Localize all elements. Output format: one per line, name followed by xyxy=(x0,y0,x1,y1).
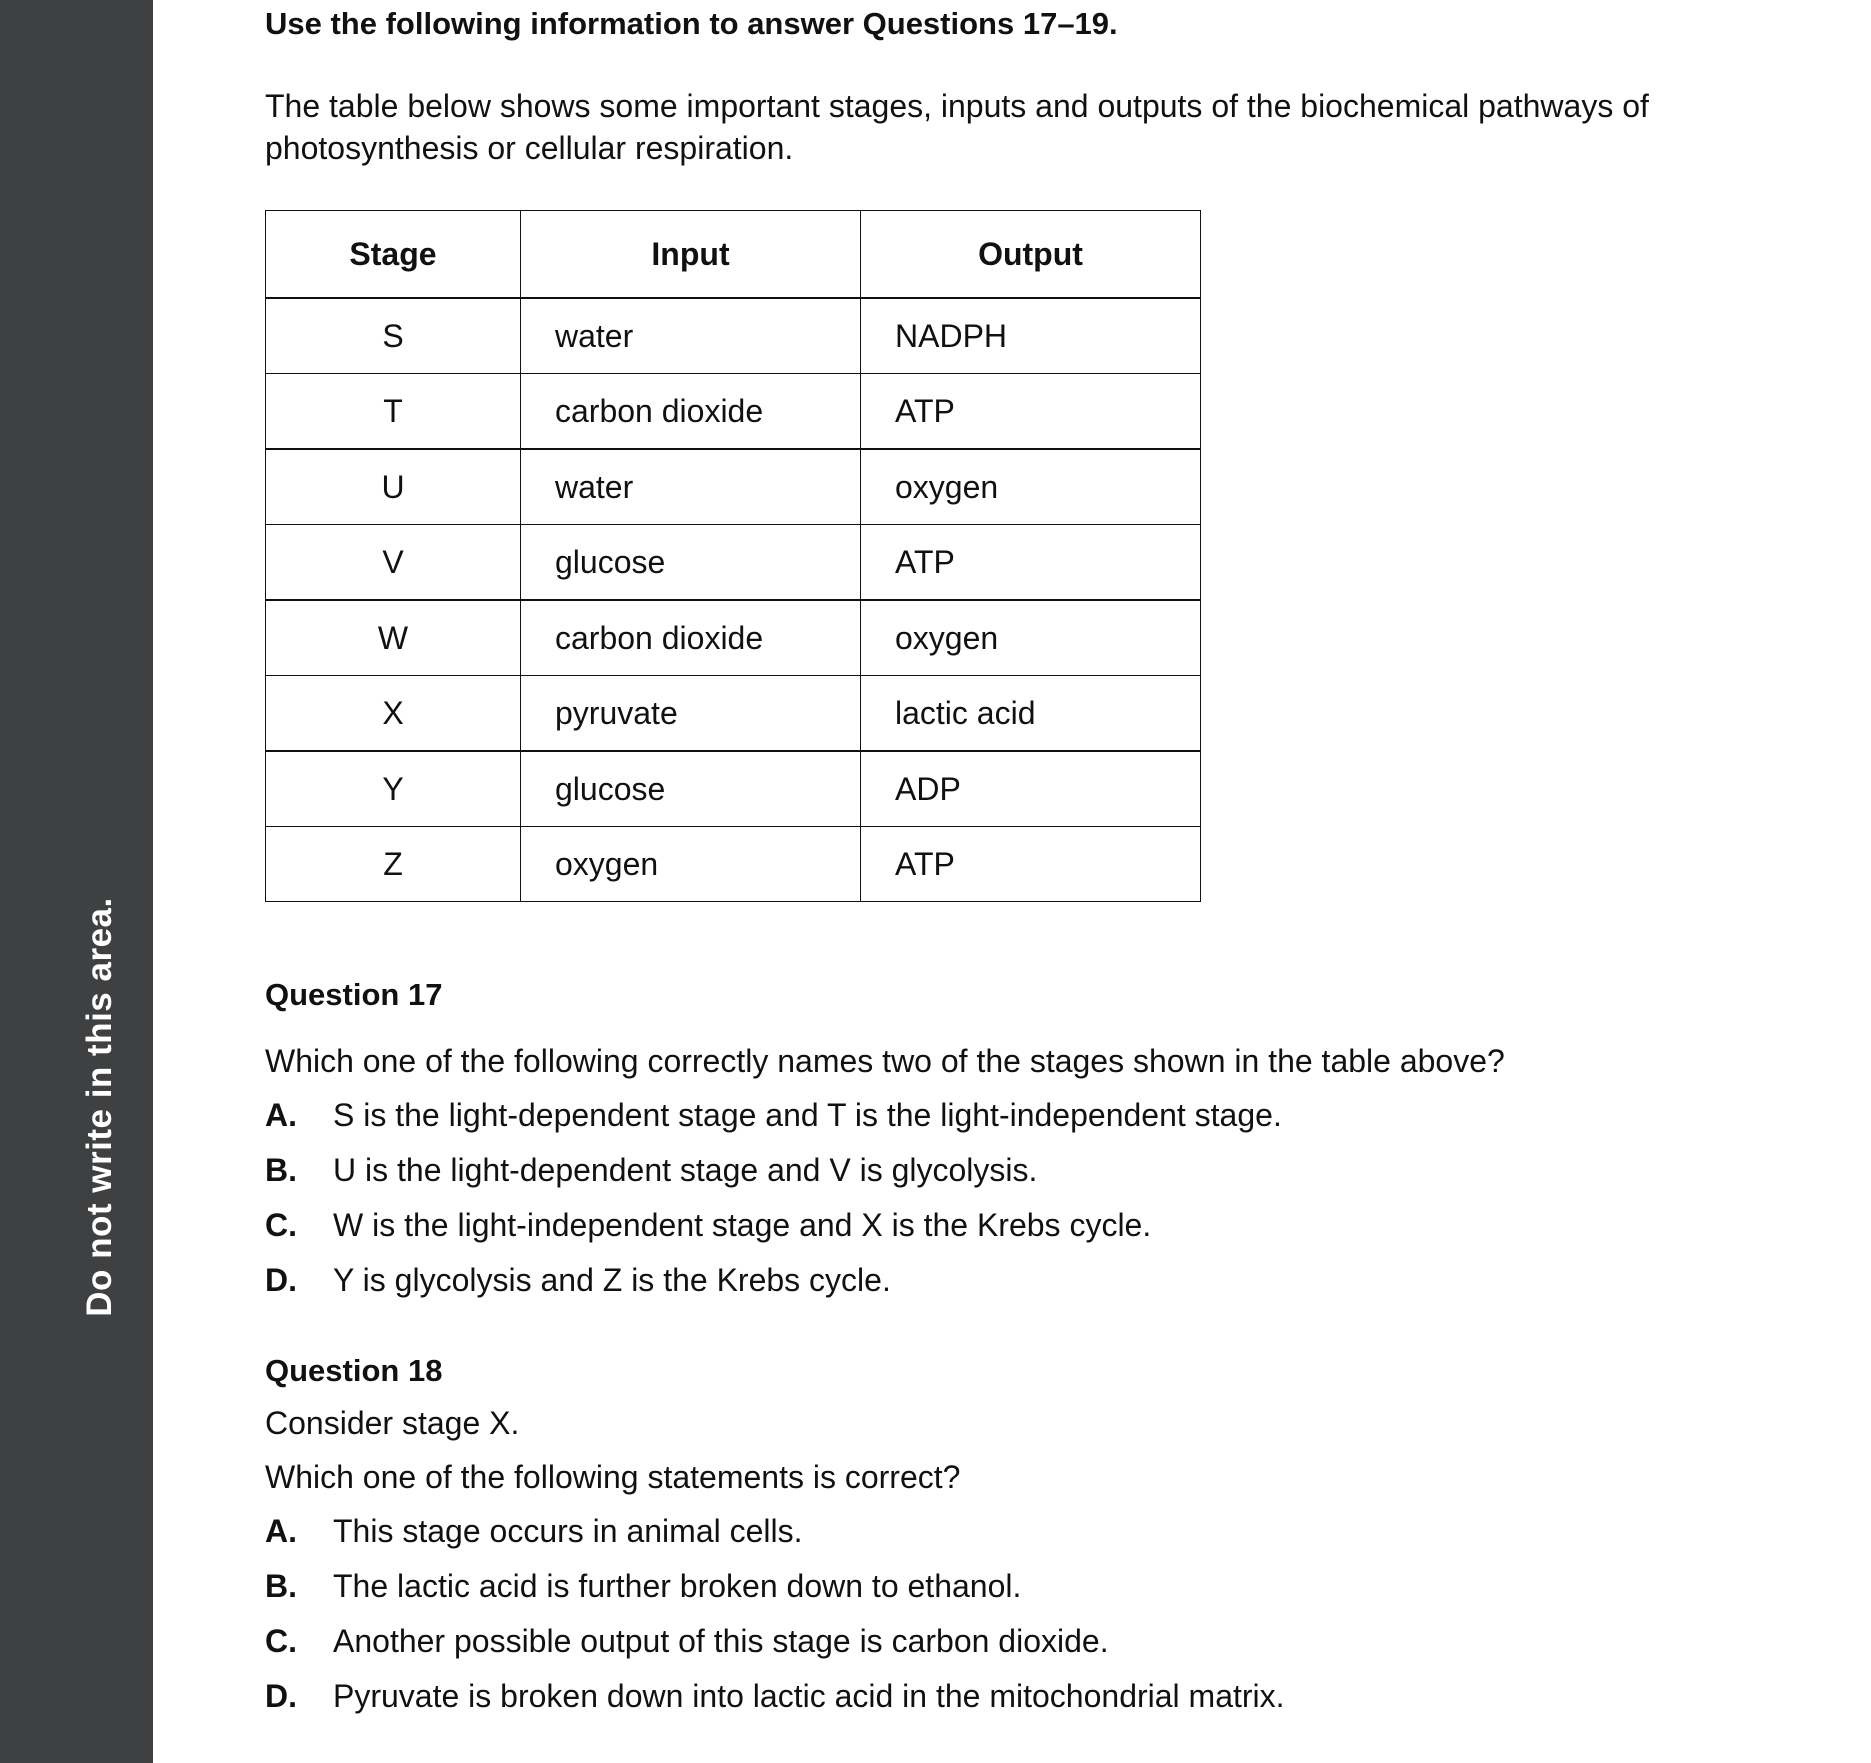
option-letter: B. xyxy=(265,1152,297,1188)
input-cell: carbon dioxide xyxy=(521,374,861,450)
option-letter: B. xyxy=(265,1568,297,1604)
output-cell: ADP xyxy=(861,751,1201,827)
option-text: Another possible output of this stage is carbon dioxide. xyxy=(333,1623,1109,1659)
question-18 xyxy=(265,1351,1765,1731)
question-17 xyxy=(265,975,1765,1315)
option-letter: A. xyxy=(265,1097,297,1133)
output-cell: ATP xyxy=(861,827,1201,902)
stage-cell: Y xyxy=(266,751,521,827)
stage-cell: Z xyxy=(266,827,521,902)
header-stage: Stage xyxy=(266,211,521,299)
option-text: Y is glycolysis and Z is the Krebs cycle. xyxy=(333,1262,891,1298)
stage-cell: T xyxy=(266,374,521,450)
table-row xyxy=(266,374,1201,450)
option-text: W is the light-independent stage and X is the Krebs cycle. xyxy=(333,1207,1152,1243)
input-cell: carbon dioxide xyxy=(521,600,861,676)
table-row xyxy=(266,827,1201,902)
output-cell: ATP xyxy=(861,525,1201,601)
question-18-options xyxy=(265,1511,1765,1716)
stage-cell: X xyxy=(266,676,521,752)
input-cell: pyruvate xyxy=(521,676,861,752)
question-17-prompt: Which one of the following correctly names two of the stages shown in the table above? xyxy=(265,1043,1505,1079)
option-letter: C. xyxy=(265,1207,297,1243)
question-18-title: Question 18 xyxy=(265,1353,443,1388)
question-18-context: Consider stage X. xyxy=(265,1405,520,1441)
option-c[interactable] xyxy=(265,1205,1765,1245)
option-letter: A. xyxy=(265,1513,297,1549)
option-text: S is the light-dependent stage and T is the light-independent stage. xyxy=(333,1097,1282,1133)
question-17-options xyxy=(265,1095,1765,1300)
input-cell: oxygen xyxy=(521,827,861,902)
option-letter: D. xyxy=(265,1262,297,1298)
header-output: Output xyxy=(861,211,1201,299)
stage-cell: V xyxy=(266,525,521,601)
option-text: This stage occurs in animal cells. xyxy=(333,1513,803,1549)
input-cell: water xyxy=(521,298,861,374)
input-cell: glucose xyxy=(521,751,861,827)
table-row xyxy=(266,751,1201,827)
output-cell: lactic acid xyxy=(861,676,1201,752)
option-letter: C. xyxy=(265,1623,297,1659)
option-d[interactable] xyxy=(265,1676,1765,1716)
stage-cell: U xyxy=(266,449,521,525)
output-cell: NADPH xyxy=(861,298,1201,374)
stage-cell: W xyxy=(266,600,521,676)
question-17-title: Question 17 xyxy=(265,977,443,1012)
option-a[interactable] xyxy=(265,1511,1765,1551)
table-row xyxy=(266,449,1201,525)
question-18-prompt: Which one of the following statements is correct? xyxy=(265,1459,961,1495)
margin-warning-text: Do not write in this area. xyxy=(80,897,119,1317)
option-text: Pyruvate is broken down into lactic acid in the mitochondrial matrix. xyxy=(333,1678,1285,1714)
table-header-row xyxy=(266,211,1201,299)
intro-paragraph: The table below shows some important stages, inputs and outputs of the biochemical pathways of photosynthesis or cellular respiration. xyxy=(265,88,1649,166)
option-a[interactable] xyxy=(265,1095,1765,1135)
table-row xyxy=(266,525,1201,601)
option-c[interactable] xyxy=(265,1621,1765,1661)
instruction-heading: Use the following information to answer Questions 17–19. xyxy=(265,6,1118,41)
option-b[interactable] xyxy=(265,1150,1765,1190)
table-row xyxy=(266,676,1201,752)
output-cell: ATP xyxy=(861,374,1201,450)
option-d[interactable] xyxy=(265,1260,1765,1300)
input-cell: water xyxy=(521,449,861,525)
header-input: Input xyxy=(521,211,861,299)
table-row xyxy=(266,600,1201,676)
output-cell: oxygen xyxy=(861,449,1201,525)
option-text: The lactic acid is further broken down to ethanol. xyxy=(333,1568,1022,1604)
option-letter: D. xyxy=(265,1678,297,1714)
output-cell: oxygen xyxy=(861,600,1201,676)
table-row xyxy=(266,298,1201,374)
stages-table xyxy=(265,210,1201,902)
option-b[interactable] xyxy=(265,1566,1765,1606)
stage-cell: S xyxy=(266,298,521,374)
option-text: U is the light-dependent stage and V is glycolysis. xyxy=(333,1152,1038,1188)
input-cell: glucose xyxy=(521,525,861,601)
margin-strip xyxy=(0,0,153,1763)
